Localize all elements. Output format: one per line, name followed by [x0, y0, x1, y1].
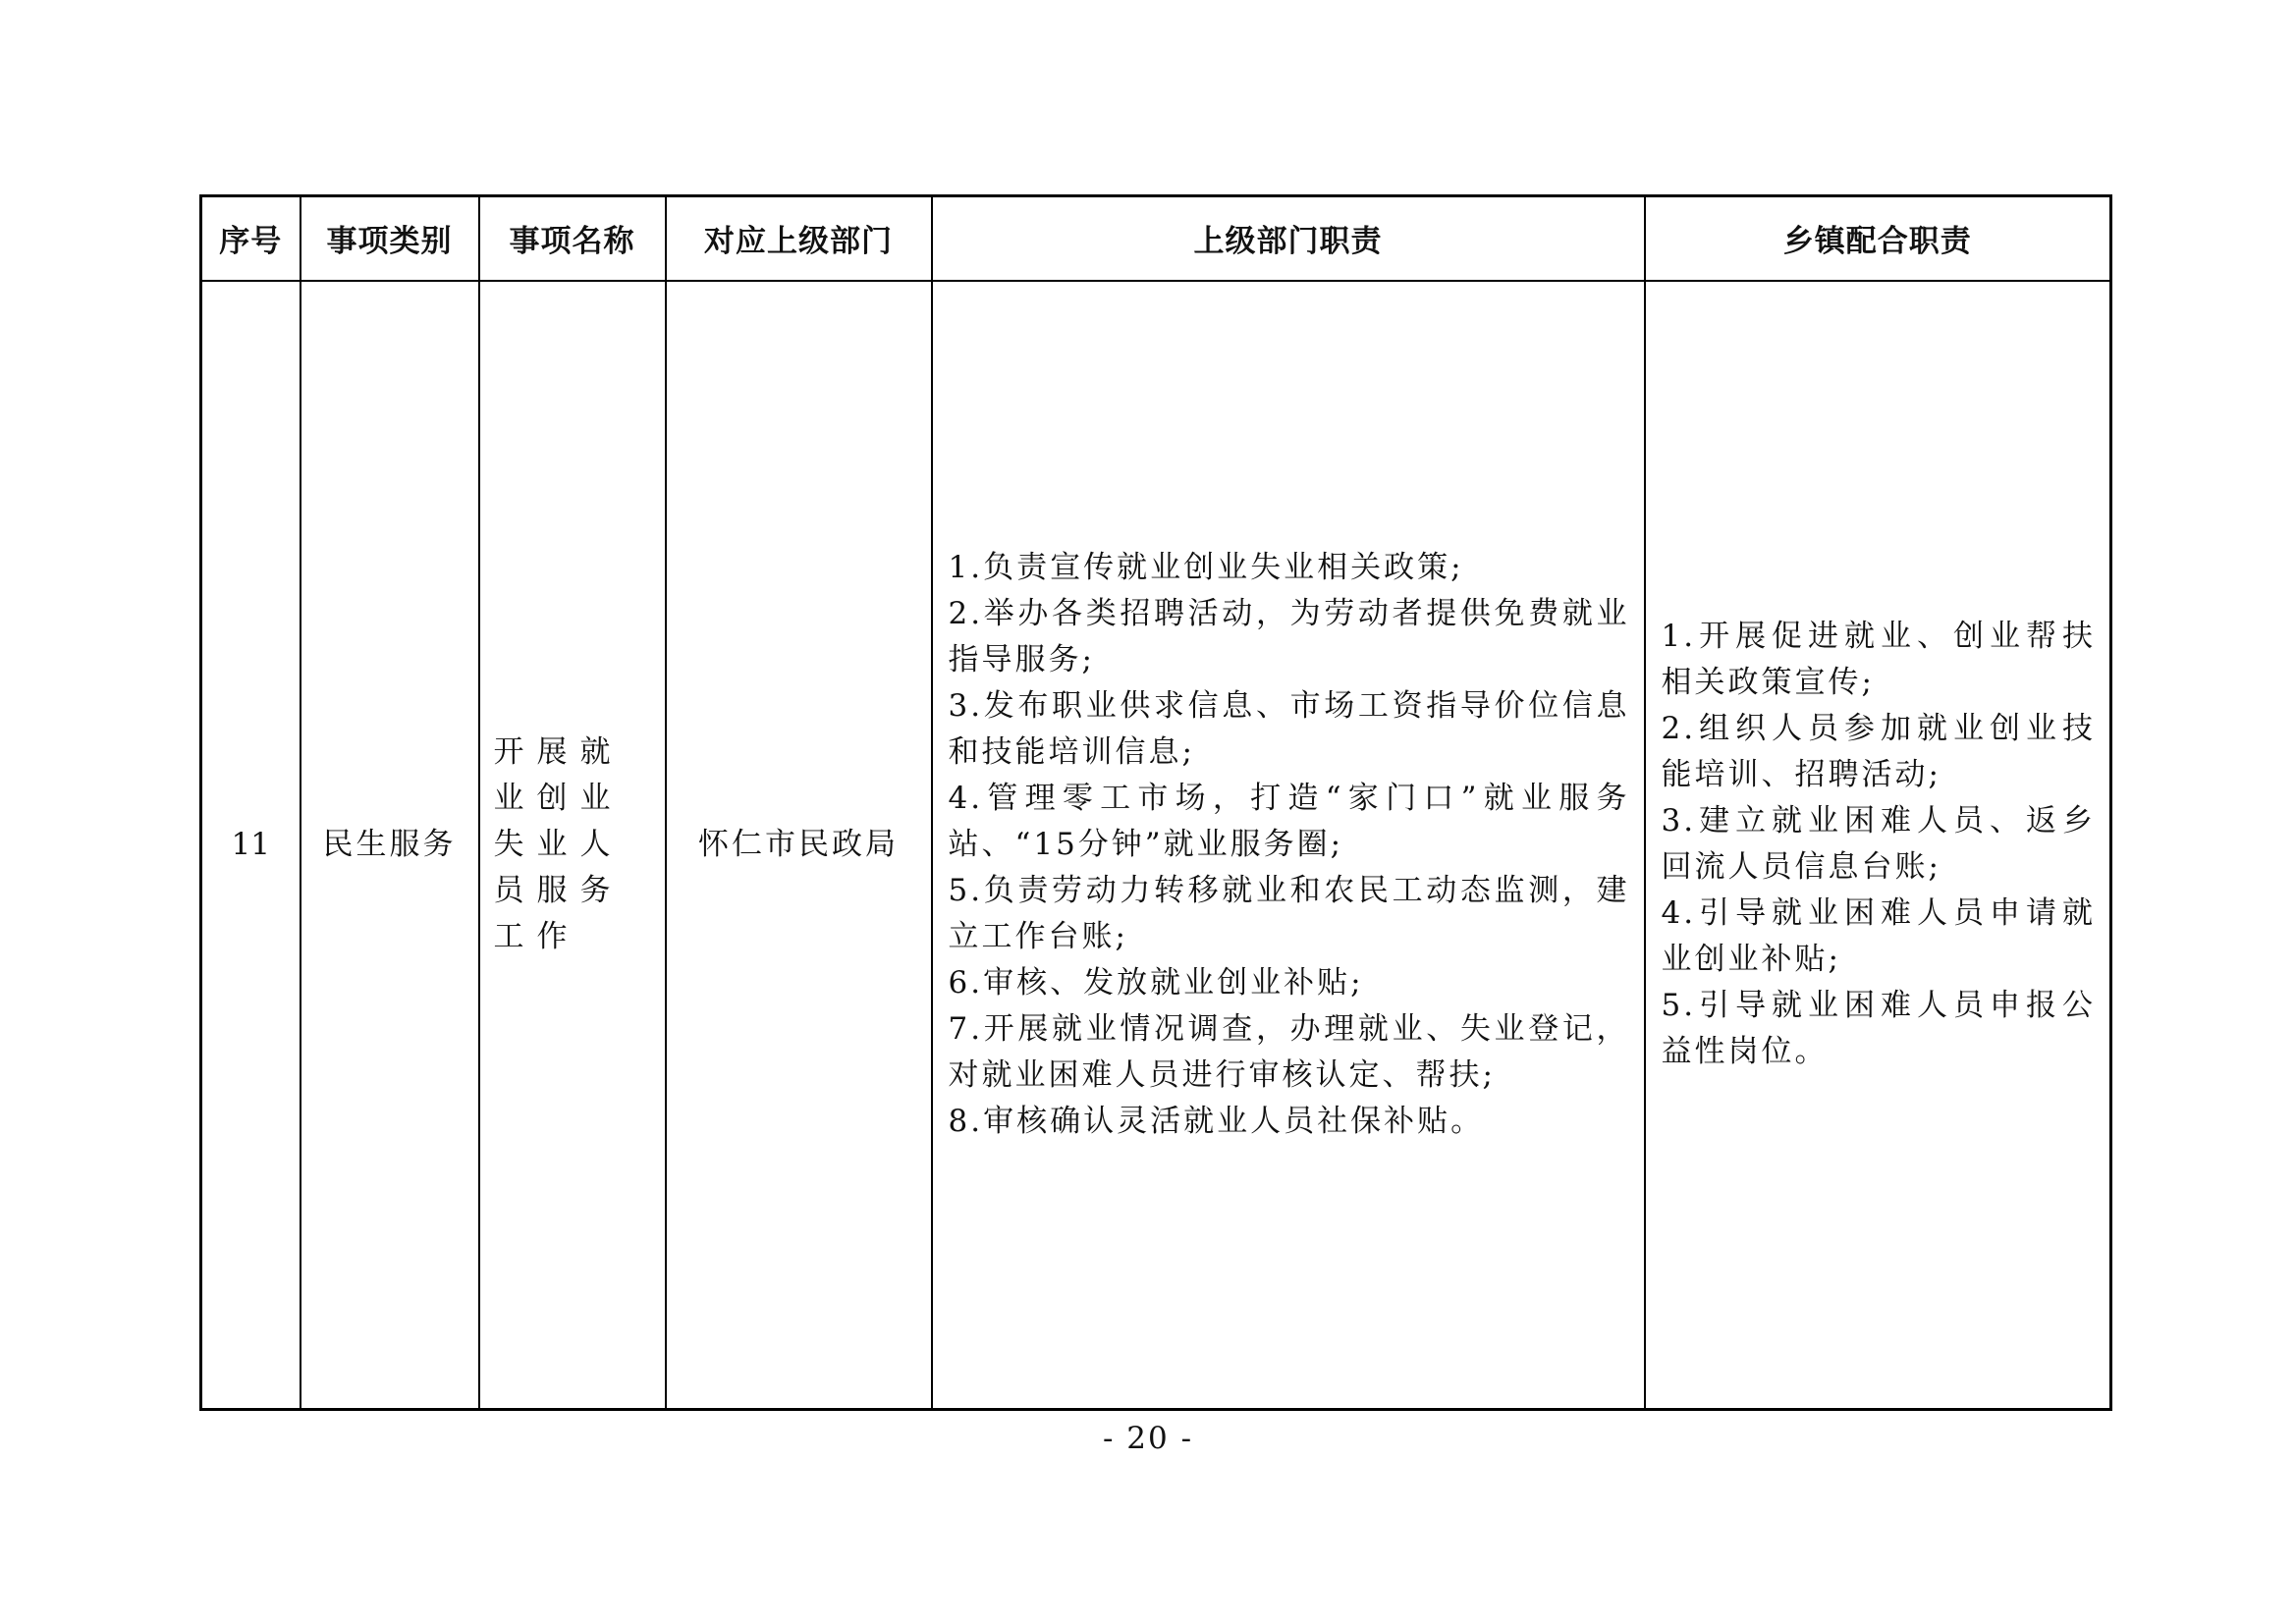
cell-town-duties — [1645, 281, 2111, 1410]
town-duty-item: 4.引导就业困难人员申请就业创业补贴; — [1661, 895, 2096, 978]
header-dept: 对应上级部门 — [666, 196, 932, 281]
town-duty-item: 3.建立就业困难人员、返乡回流人员信息台账; — [1661, 803, 2096, 886]
header-town-duties: 乡镇配合职责 — [1645, 196, 2111, 281]
superior-duty-item: 4.管理零工市场，打造“家门口”就业服务站、“15分钟”就业服务圈; — [948, 780, 1630, 862]
town-duty-item: 1.开展促进就业、创业帮扶相关政策宣传; — [1661, 619, 2096, 701]
table-header-row — [201, 196, 2111, 281]
header-superior-duties: 上级部门职责 — [932, 196, 1645, 281]
town-duty-item: 2.组织人员参加就业创业技能培训、招聘活动; — [1661, 711, 2096, 793]
superior-duty-item: 5.负责劳动力转移就业和农民工动态监测，建立工作台账; — [948, 872, 1630, 954]
header-category: 事项类别 — [301, 196, 479, 281]
page-number: - 20 - — [1102, 1421, 1194, 1456]
table-row — [201, 281, 2111, 1410]
header-name: 事项名称 — [479, 196, 666, 281]
header-seq: 序号 — [201, 196, 301, 281]
cell-seq: 11 — [201, 281, 301, 1410]
superior-duty-item: 6.审核、发放就业创业补贴; — [948, 964, 1364, 1001]
cell-category: 民生服务 — [301, 281, 479, 1410]
superior-duty-item: 3.发布职业供求信息、市场工资指导价位信息和技能培训信息; — [948, 687, 1630, 770]
superior-duty-item: 2.举办各类招聘活动，为劳动者提供免费就业指导服务; — [948, 595, 1630, 677]
superior-duty-item: 1.负责宣传就业创业失业相关政策; — [948, 549, 1464, 585]
cell-superior-duties — [932, 281, 1645, 1410]
superior-duty-item: 8.审核确认灵活就业人员社保补贴。 — [948, 1103, 1485, 1139]
town-duty-item: 5.引导就业困难人员申报公益性岗位。 — [1661, 988, 2096, 1070]
cell-dept: 怀仁市民政局 — [666, 281, 932, 1410]
cell-item-name: 开展就业创业失业人员服务工作 — [479, 281, 666, 1410]
superior-duty-item: 7.开展就业情况调查，办理就业、失业登记，对就业困难人员进行审核认定、帮扶; — [948, 1010, 1630, 1093]
duty-table — [199, 194, 2112, 1411]
